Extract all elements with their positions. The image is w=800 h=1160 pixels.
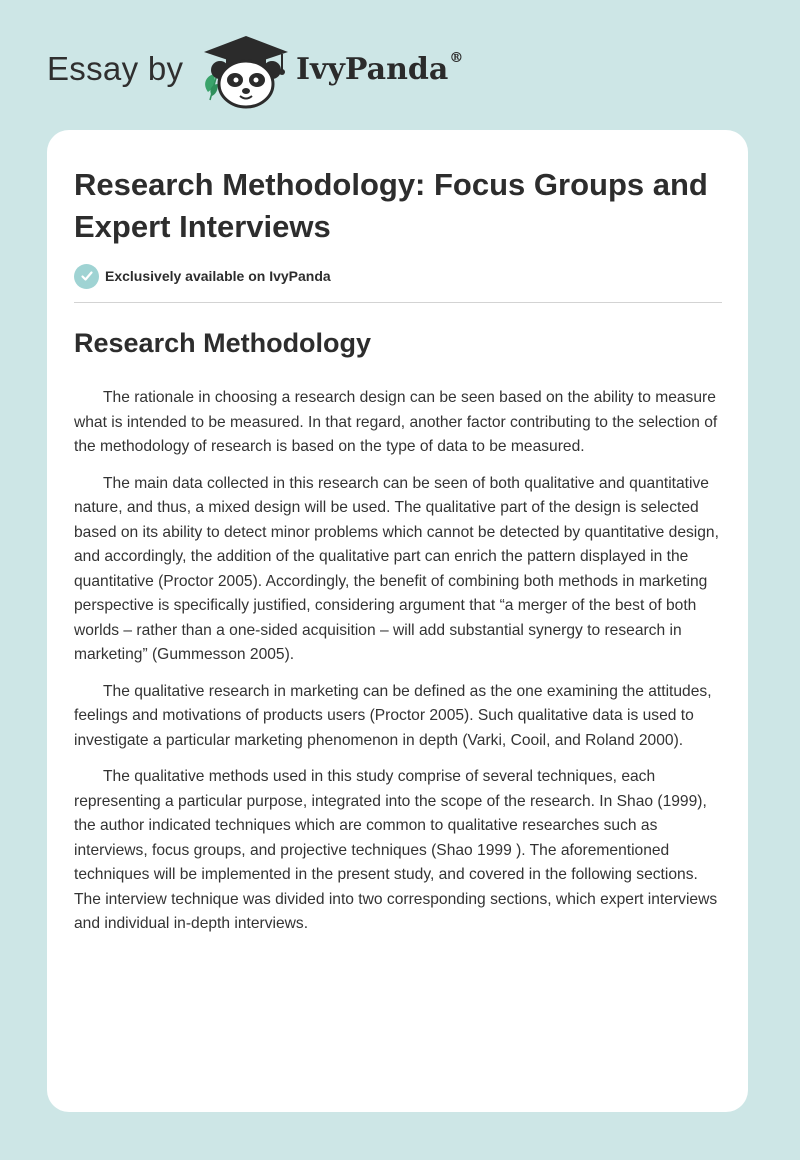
essay-title: Research Methodology: Focus Groups and Expert Interviews: [74, 167, 708, 244]
brand-name[interactable]: IvyPanda®: [296, 50, 464, 87]
exclusive-badge: [74, 263, 331, 289]
check-circle-icon: [74, 264, 99, 289]
site-header: [0, 0, 800, 130]
exclusive-badge-label: Exclusively available on IvyPanda: [105, 268, 331, 284]
paragraph-3: The qualitative research in marketing can be defined as the one examining the attitudes, feelings and motivations of products users (Proctor 2005). Such qualitative data is used to investigate a particular marketing phenomenon in depth (Varki, Cooil, and Roland 2000).: [74, 682, 712, 749]
essay-body: [74, 386, 726, 949]
paragraph-2: The main data collected in this research can be seen of both qualitative and quantitative nature, and thus, a mixed design will be used. The qualitative part of the design is selected based on its ability to detect minor problems which cannot be detected by quantitative design, and accordingly, the addition of the qualitative part can enrich the pattern displayed in the quantitative (Proctor 2005). Accordingly, the benefit of combining both methods in marketing perspective is specifically justified, considering argument that “a merger of the best of both worlds – rather than a one-sided acquisition – will add substantial synergy to research in marketing” (Gummesson 2005).: [74, 474, 719, 663]
paragraph-1: The rationale in choosing a research design can be seen based on the ability to measure what is intended to be measured. In that regard, another factor contributing to the selection of the methodology of research is based on the type of data to be measured.: [74, 389, 718, 455]
section-heading: Research Methodology: [74, 328, 372, 358]
title-divider: [74, 302, 722, 303]
panda-graduate-icon[interactable]: [200, 34, 292, 110]
paragraph-4: The qualitative methods used in this study comprise of several techniques, each representing a particular purpose, integrated into the scope of the research. In Shao (1999), the author indicated techniques which are common to qualitative researches such as interviews, focus groups, and projective techniques (Shao 1999 ). The aforementioned techniques will be implemented in the present study, and covered in the following sections. The interview technique was divided into two corresponding sections, which expert interviews and individual in-depth interviews.: [74, 768, 718, 932]
essay-card: [47, 130, 748, 1112]
essay-by-label: Essay by: [47, 50, 184, 87]
registered-mark: ®: [449, 50, 464, 66]
